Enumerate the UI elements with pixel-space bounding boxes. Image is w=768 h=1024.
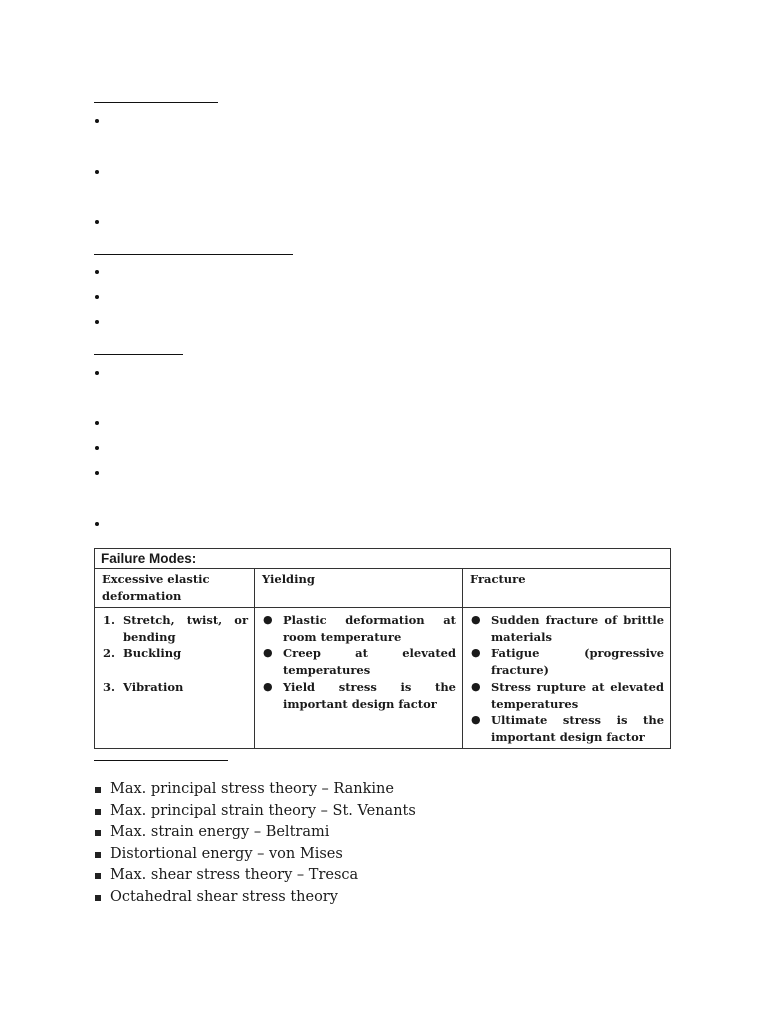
list-item <box>469 712 664 745</box>
theory-text: Max. principal stress theory – Rankine <box>110 781 394 797</box>
list-item <box>94 801 416 823</box>
list-item <box>101 679 248 696</box>
square-bullet-icon <box>95 873 101 879</box>
item-number: 3. <box>103 679 116 694</box>
bullet-icon: ● <box>263 613 273 626</box>
bullet-dot <box>95 421 99 425</box>
bullet-dot <box>95 170 99 174</box>
elastic-cell <box>95 608 255 749</box>
table-title: Failure Modes: <box>95 549 671 569</box>
yielding-list <box>261 612 456 712</box>
header-fracture: Fracture <box>463 569 671 608</box>
section-heading-underline-4 <box>94 760 228 761</box>
list-item <box>469 679 664 712</box>
item-text: Buckling <box>123 646 182 661</box>
bullet-dot <box>95 270 99 274</box>
list-item <box>261 679 456 712</box>
list-item <box>261 645 456 678</box>
bullet-dot <box>95 446 99 450</box>
bullet-icon: ● <box>471 613 481 626</box>
list-item <box>94 887 416 909</box>
section-heading-underline-1 <box>94 102 218 103</box>
theory-text: Max. strain energy – Beltrami <box>110 824 330 840</box>
item-text: Creep at elevated temperatures <box>283 646 456 678</box>
list-item <box>101 645 248 662</box>
list-item <box>94 822 416 844</box>
bullet-dot <box>95 371 99 375</box>
item-text: Ultimate stress is the important design factor <box>491 713 665 744</box>
theory-text: Distortional energy – von Mises <box>110 845 343 862</box>
list-item <box>261 612 456 645</box>
theory-text: Octahedral shear stress theory <box>110 888 338 905</box>
header-elastic: Excessive elastic deformation <box>95 569 255 608</box>
item-text: Fatigue (progressive fracture) <box>491 646 665 678</box>
square-bullet-icon <box>95 895 101 901</box>
theory-text: Max. shear stress theory – Tresca <box>110 867 359 883</box>
section-heading-underline-3 <box>94 354 183 355</box>
square-bullet-icon <box>95 787 101 793</box>
bullet-icon: ● <box>471 679 481 693</box>
item-number: 1. <box>103 613 116 627</box>
bullet-dot <box>95 320 99 324</box>
bullet-dot <box>95 220 99 224</box>
bullet-icon: ● <box>263 646 273 660</box>
bullet-dot <box>95 119 99 123</box>
fracture-list <box>469 612 664 746</box>
list-item <box>94 865 416 887</box>
section-heading-underline-2 <box>94 254 293 255</box>
bullet-icon: ● <box>263 679 273 693</box>
bullet-dot <box>95 295 99 299</box>
list-item <box>94 779 416 801</box>
list-item <box>469 645 664 678</box>
item-text: Stretch, twist, or bending <box>123 613 248 644</box>
list-item <box>101 612 248 645</box>
bullet-dot <box>95 522 99 526</box>
theory-text: Max. principal strain theory – St. Venants <box>110 802 416 819</box>
fracture-cell <box>463 608 671 749</box>
bullet-icon: ● <box>471 646 481 660</box>
bullet-icon: ● <box>471 713 481 727</box>
square-bullet-icon <box>95 852 101 858</box>
list-item <box>469 612 664 645</box>
item-text: Yield stress is the important design factor <box>283 679 456 711</box>
header-yielding: Yielding <box>255 569 463 608</box>
item-text: Vibration <box>123 679 184 694</box>
square-bullet-icon <box>95 809 101 815</box>
failure-theories-list <box>94 779 416 908</box>
list-item <box>94 844 416 866</box>
elastic-list <box>101 612 248 696</box>
item-text: Sudden fracture of brittle materials <box>491 613 665 644</box>
item-text: Plastic deformation at room temperature <box>283 613 456 644</box>
bullet-dot <box>95 471 99 475</box>
item-text: Stress rupture at elevated temperatures <box>491 679 665 711</box>
yielding-cell <box>255 608 463 749</box>
item-number: 2. <box>103 646 116 661</box>
failure-modes-table <box>94 548 671 749</box>
square-bullet-icon <box>95 830 101 836</box>
